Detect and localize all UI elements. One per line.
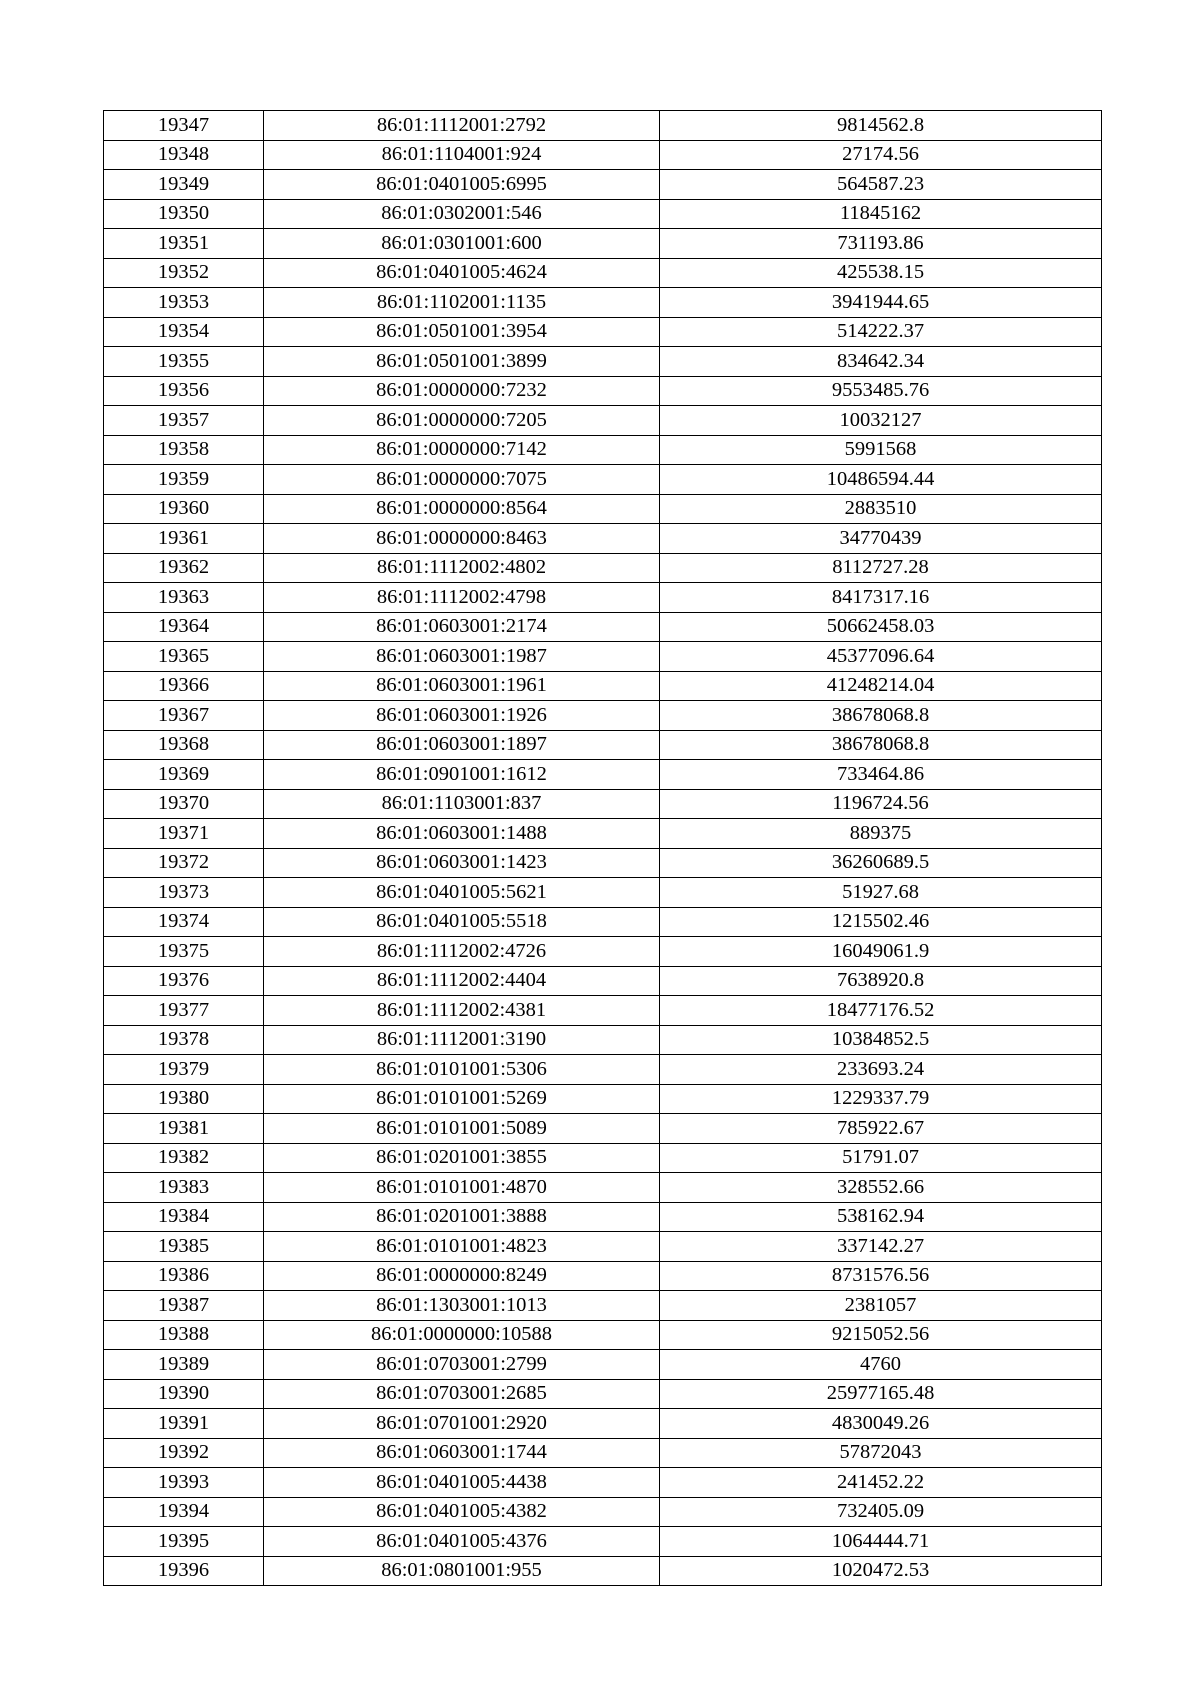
table-row [104, 789, 1102, 819]
cadastral-value-cell: 9814562.8 [660, 111, 1102, 141]
cadastral-number-cell: 86:01:0000000:7075 [264, 465, 660, 495]
row-number-cell: 19376 [104, 966, 264, 996]
table-row [104, 671, 1102, 701]
cadastral-value-cell: 1229337.79 [660, 1084, 1102, 1114]
cadastral-value-cell: 4760 [660, 1350, 1102, 1380]
row-number-cell: 19371 [104, 819, 264, 849]
row-number-cell: 19366 [104, 671, 264, 701]
cadastral-value-cell: 538162.94 [660, 1202, 1102, 1232]
cadastral-value-cell: 731193.86 [660, 229, 1102, 259]
cadastral-value-cell: 834642.34 [660, 347, 1102, 377]
cadastral-number-cell: 86:01:0801001:955 [264, 1556, 660, 1586]
cadastral-value-cell: 7638920.8 [660, 966, 1102, 996]
row-number-cell: 19350 [104, 199, 264, 229]
row-number-cell: 19351 [104, 229, 264, 259]
table-row [104, 111, 1102, 141]
row-number-cell: 19383 [104, 1173, 264, 1203]
cadastral-number-cell: 86:01:0603001:1897 [264, 730, 660, 760]
table-row [104, 1055, 1102, 1085]
table-row [104, 1350, 1102, 1380]
cadastral-value-cell: 51791.07 [660, 1143, 1102, 1173]
row-number-cell: 19389 [104, 1350, 264, 1380]
row-number-cell: 19354 [104, 317, 264, 347]
cadastral-number-cell: 86:01:0101001:5269 [264, 1084, 660, 1114]
cadastral-number-cell: 86:01:0302001:546 [264, 199, 660, 229]
cadastral-value-cell: 16049061.9 [660, 937, 1102, 967]
cadastral-value-cell: 233693.24 [660, 1055, 1102, 1085]
table-row [104, 1025, 1102, 1055]
cadastral-number-cell: 86:01:1112002:4404 [264, 966, 660, 996]
cadastral-value-cell: 564587.23 [660, 170, 1102, 200]
table-row [104, 170, 1102, 200]
row-number-cell: 19367 [104, 701, 264, 731]
row-number-cell: 19393 [104, 1468, 264, 1498]
table-row [104, 1379, 1102, 1409]
table-row [104, 1497, 1102, 1527]
cadastral-number-cell: 86:01:1112002:4726 [264, 937, 660, 967]
row-number-cell: 19365 [104, 642, 264, 672]
cadastral-value-cell: 1064444.71 [660, 1527, 1102, 1557]
row-number-cell: 19390 [104, 1379, 264, 1409]
row-number-cell: 19358 [104, 435, 264, 465]
table-row [104, 229, 1102, 259]
table-row [104, 1409, 1102, 1439]
table-row [104, 848, 1102, 878]
table-row [104, 1438, 1102, 1468]
cadastral-number-cell: 86:01:0603001:1423 [264, 848, 660, 878]
cadastral-value-cell: 337142.27 [660, 1232, 1102, 1262]
table-row [104, 494, 1102, 524]
table-row [104, 258, 1102, 288]
cadastral-value-cell: 1215502.46 [660, 907, 1102, 937]
cadastral-value-cell: 514222.37 [660, 317, 1102, 347]
cadastral-value-cell: 2381057 [660, 1291, 1102, 1321]
row-number-cell: 19372 [104, 848, 264, 878]
cadastral-value-table [103, 110, 1102, 1586]
cadastral-number-cell: 86:01:0401005:4624 [264, 258, 660, 288]
table-row [104, 730, 1102, 760]
row-number-cell: 19357 [104, 406, 264, 436]
table-row [104, 524, 1102, 554]
cadastral-value-cell: 241452.22 [660, 1468, 1102, 1498]
cadastral-value-cell: 11845162 [660, 199, 1102, 229]
cadastral-value-cell: 5991568 [660, 435, 1102, 465]
cadastral-value-cell: 34770439 [660, 524, 1102, 554]
table-row [104, 199, 1102, 229]
table-row [104, 347, 1102, 377]
table-row [104, 701, 1102, 731]
cadastral-number-cell: 86:01:1303001:1013 [264, 1291, 660, 1321]
cadastral-value-cell: 2883510 [660, 494, 1102, 524]
cadastral-number-cell: 86:01:0401005:6995 [264, 170, 660, 200]
row-number-cell: 19386 [104, 1261, 264, 1291]
cadastral-number-cell: 86:01:0603001:1488 [264, 819, 660, 849]
cadastral-number-cell: 86:01:0703001:2799 [264, 1350, 660, 1380]
table-row [104, 1320, 1102, 1350]
table-row [104, 583, 1102, 613]
table-row [104, 140, 1102, 170]
cadastral-number-cell: 86:01:0000000:7232 [264, 376, 660, 406]
row-number-cell: 19387 [104, 1291, 264, 1321]
row-number-cell: 19349 [104, 170, 264, 200]
table-row [104, 376, 1102, 406]
cadastral-value-cell: 733464.86 [660, 760, 1102, 790]
cadastral-number-cell: 86:01:0603001:1926 [264, 701, 660, 731]
row-number-cell: 19385 [104, 1232, 264, 1262]
cadastral-value-cell: 1196724.56 [660, 789, 1102, 819]
cadastral-number-cell: 86:01:0000000:10588 [264, 1320, 660, 1350]
row-number-cell: 19369 [104, 760, 264, 790]
table-row [104, 819, 1102, 849]
row-number-cell: 19368 [104, 730, 264, 760]
cadastral-value-cell: 27174.56 [660, 140, 1102, 170]
cadastral-number-cell: 86:01:0000000:8564 [264, 494, 660, 524]
table-row [104, 966, 1102, 996]
table-row [104, 1261, 1102, 1291]
table-row [104, 435, 1102, 465]
cadastral-value-cell: 3941944.65 [660, 288, 1102, 318]
cadastral-value-cell: 50662458.03 [660, 612, 1102, 642]
table-row [104, 1173, 1102, 1203]
cadastral-value-cell: 9215052.56 [660, 1320, 1102, 1350]
table-row [104, 1527, 1102, 1557]
cadastral-number-cell: 86:01:1102001:1135 [264, 288, 660, 318]
cadastral-number-cell: 86:01:0901001:1612 [264, 760, 660, 790]
cadastral-value-cell: 10032127 [660, 406, 1102, 436]
cadastral-number-cell: 86:01:0301001:600 [264, 229, 660, 259]
cadastral-number-cell: 86:01:0701001:2920 [264, 1409, 660, 1439]
table-row [104, 878, 1102, 908]
cadastral-number-cell: 86:01:0401005:4376 [264, 1527, 660, 1557]
row-number-cell: 19364 [104, 612, 264, 642]
table-row [104, 1291, 1102, 1321]
row-number-cell: 19388 [104, 1320, 264, 1350]
cadastral-value-cell: 18477176.52 [660, 996, 1102, 1026]
row-number-cell: 19373 [104, 878, 264, 908]
cadastral-number-cell: 86:01:0201001:3855 [264, 1143, 660, 1173]
table-row [104, 317, 1102, 347]
table-row [104, 1202, 1102, 1232]
cadastral-number-cell: 86:01:0201001:3888 [264, 1202, 660, 1232]
row-number-cell: 19396 [104, 1556, 264, 1586]
cadastral-number-cell: 86:01:1112001:3190 [264, 1025, 660, 1055]
cadastral-value-cell: 889375 [660, 819, 1102, 849]
table-row [104, 406, 1102, 436]
cadastral-number-cell: 86:01:0401005:5621 [264, 878, 660, 908]
row-number-cell: 19353 [104, 288, 264, 318]
cadastral-number-cell: 86:01:0000000:7205 [264, 406, 660, 436]
cadastral-number-cell: 86:01:0000000:8463 [264, 524, 660, 554]
cadastral-number-cell: 86:01:1104001:924 [264, 140, 660, 170]
table-row [104, 1114, 1102, 1144]
cadastral-number-cell: 86:01:1112002:4381 [264, 996, 660, 1026]
row-number-cell: 19356 [104, 376, 264, 406]
cadastral-value-cell: 785922.67 [660, 1114, 1102, 1144]
table-row [104, 760, 1102, 790]
row-number-cell: 19392 [104, 1438, 264, 1468]
row-number-cell: 19384 [104, 1202, 264, 1232]
cadastral-value-cell: 8731576.56 [660, 1261, 1102, 1291]
table-row [104, 642, 1102, 672]
cadastral-value-cell: 1020472.53 [660, 1556, 1102, 1586]
cadastral-value-cell: 328552.66 [660, 1173, 1102, 1203]
table-row [104, 907, 1102, 937]
row-number-cell: 19370 [104, 789, 264, 819]
cadastral-number-cell: 86:01:0401005:4438 [264, 1468, 660, 1498]
row-number-cell: 19379 [104, 1055, 264, 1085]
row-number-cell: 19377 [104, 996, 264, 1026]
cadastral-number-cell: 86:01:0603001:2174 [264, 612, 660, 642]
table-row [104, 1232, 1102, 1262]
row-number-cell: 19355 [104, 347, 264, 377]
cadastral-number-cell: 86:01:1112002:4798 [264, 583, 660, 613]
row-number-cell: 19381 [104, 1114, 264, 1144]
table-row [104, 465, 1102, 495]
row-number-cell: 19391 [104, 1409, 264, 1439]
row-number-cell: 19378 [104, 1025, 264, 1055]
row-number-cell: 19382 [104, 1143, 264, 1173]
cadastral-number-cell: 86:01:0101001:5306 [264, 1055, 660, 1085]
cadastral-number-cell: 86:01:1103001:837 [264, 789, 660, 819]
row-number-cell: 19375 [104, 937, 264, 967]
cadastral-value-cell: 25977165.48 [660, 1379, 1102, 1409]
cadastral-value-cell: 45377096.64 [660, 642, 1102, 672]
cadastral-value-cell: 425538.15 [660, 258, 1102, 288]
table-row [104, 1556, 1102, 1586]
row-number-cell: 19363 [104, 583, 264, 613]
cadastral-value-cell: 57872043 [660, 1438, 1102, 1468]
cadastral-value-cell: 732405.09 [660, 1497, 1102, 1527]
row-number-cell: 19348 [104, 140, 264, 170]
cadastral-number-cell: 86:01:0101001:4823 [264, 1232, 660, 1262]
cadastral-number-cell: 86:01:0501001:3899 [264, 347, 660, 377]
table-row [104, 553, 1102, 583]
table-row [104, 1143, 1102, 1173]
cadastral-value-cell: 38678068.8 [660, 730, 1102, 760]
cadastral-number-cell: 86:01:1112001:2792 [264, 111, 660, 141]
table-body [104, 111, 1102, 1586]
row-number-cell: 19352 [104, 258, 264, 288]
cadastral-number-cell: 86:01:0703001:2685 [264, 1379, 660, 1409]
cadastral-value-cell: 4830049.26 [660, 1409, 1102, 1439]
cadastral-number-cell: 86:01:1112002:4802 [264, 553, 660, 583]
cadastral-value-cell: 51927.68 [660, 878, 1102, 908]
cadastral-number-cell: 86:01:0101001:4870 [264, 1173, 660, 1203]
row-number-cell: 19395 [104, 1527, 264, 1557]
row-number-cell: 19380 [104, 1084, 264, 1114]
cadastral-value-cell: 10486594.44 [660, 465, 1102, 495]
table-row [104, 996, 1102, 1026]
cadastral-value-cell: 36260689.5 [660, 848, 1102, 878]
cadastral-value-cell: 38678068.8 [660, 701, 1102, 731]
row-number-cell: 19394 [104, 1497, 264, 1527]
row-number-cell: 19374 [104, 907, 264, 937]
table-row [104, 1084, 1102, 1114]
table-row [104, 612, 1102, 642]
cadastral-number-cell: 86:01:0603001:1961 [264, 671, 660, 701]
cadastral-value-cell: 8112727.28 [660, 553, 1102, 583]
table-row [104, 1468, 1102, 1498]
cadastral-number-cell: 86:01:0000000:8249 [264, 1261, 660, 1291]
table-row [104, 937, 1102, 967]
cadastral-value-cell: 9553485.76 [660, 376, 1102, 406]
cadastral-number-cell: 86:01:0603001:1987 [264, 642, 660, 672]
cadastral-value-cell: 41248214.04 [660, 671, 1102, 701]
row-number-cell: 19347 [104, 111, 264, 141]
row-number-cell: 19362 [104, 553, 264, 583]
cadastral-number-cell: 86:01:0603001:1744 [264, 1438, 660, 1468]
cadastral-value-cell: 10384852.5 [660, 1025, 1102, 1055]
cadastral-number-cell: 86:01:0401005:5518 [264, 907, 660, 937]
table-row [104, 288, 1102, 318]
row-number-cell: 19361 [104, 524, 264, 554]
cadastral-value-cell: 8417317.16 [660, 583, 1102, 613]
row-number-cell: 19359 [104, 465, 264, 495]
row-number-cell: 19360 [104, 494, 264, 524]
cadastral-number-cell: 86:01:0000000:7142 [264, 435, 660, 465]
cadastral-number-cell: 86:01:0501001:3954 [264, 317, 660, 347]
cadastral-number-cell: 86:01:0101001:5089 [264, 1114, 660, 1144]
cadastral-number-cell: 86:01:0401005:4382 [264, 1497, 660, 1527]
